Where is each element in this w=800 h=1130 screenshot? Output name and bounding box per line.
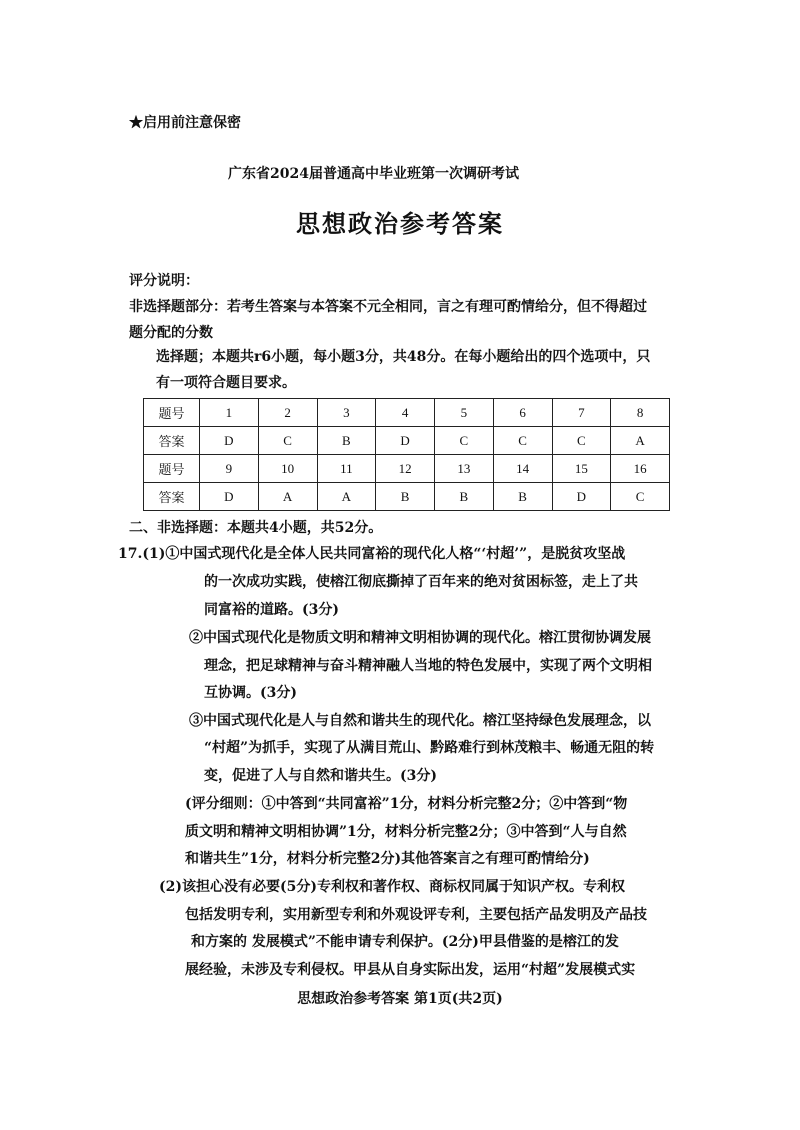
table-cell: C bbox=[611, 483, 670, 511]
table-cell: C bbox=[552, 427, 611, 455]
table-cell: C bbox=[493, 427, 552, 455]
table-cell: B bbox=[376, 483, 435, 511]
row-label: 题号 bbox=[144, 399, 200, 427]
table-cell: 13 bbox=[435, 455, 494, 483]
row-label: 答案 bbox=[144, 427, 200, 455]
table-cell: 4 bbox=[376, 399, 435, 427]
answer-line: ③中国式现代化是人与自然和谐共生的现代化。榕江坚持绿色发展理念，以 bbox=[189, 713, 651, 729]
table-cell: C bbox=[258, 427, 317, 455]
table-cell: 8 bbox=[611, 399, 670, 427]
answer-line: 理念，把足球精神与奋斗精神融人当地的特色发展中，实现了两个文明相 bbox=[204, 658, 652, 674]
table-cell: A bbox=[317, 483, 376, 511]
table-cell: D bbox=[200, 483, 259, 511]
table-cell: 3 bbox=[317, 399, 376, 427]
table-cell: B bbox=[317, 427, 376, 455]
table-cell: A bbox=[611, 427, 670, 455]
table-cell: 11 bbox=[317, 455, 376, 483]
scoring-rule-line: 和谐共生”1分，材料分析完整2分)其他答案言之有理可酌情给分) bbox=[185, 851, 590, 867]
answer-line: 的一次成功实践，使榕江彻底撕掉了百年来的绝对贫困标签，走上了共 bbox=[204, 574, 638, 590]
page-footer: 思想政治参考答案 第1页(共2页) bbox=[297, 991, 503, 1007]
answer-line: 和方案的 发展模式”不能申请专利保护。(2分)甲县借鉴的是榕江的发 bbox=[191, 934, 619, 950]
answer-line: 展经验，未涉及专利侵权。甲县从自身实际出发，运用“村超”发展模式实 bbox=[185, 962, 636, 978]
table-cell: A bbox=[258, 483, 317, 511]
scoring-note-line: 非选择题部分：若考生答案与本答案不元全相同，言之有理可酌情给分，但不得超过 bbox=[129, 299, 647, 315]
table-cell: 6 bbox=[493, 399, 552, 427]
scoring-rule-line: 质文明和精神文明相协调”1分，材料分析完整2分；③中答到“人与自然 bbox=[185, 824, 627, 840]
table-cell: 9 bbox=[200, 455, 259, 483]
table-cell: 5 bbox=[435, 399, 494, 427]
scoring-note-heading: 评分说明： bbox=[129, 273, 199, 289]
choice-intro-line: 选择题；本题共r6小题，每小题3分，共48分。在每小题给出的四个选项中，只 bbox=[156, 349, 651, 365]
page-title: 思想政治参考答案 bbox=[296, 209, 504, 238]
table-cell: 14 bbox=[493, 455, 552, 483]
table-cell: 1 bbox=[200, 399, 259, 427]
table-cell: D bbox=[376, 427, 435, 455]
exam-name: 广东省2024届普通高中毕业班第一次调研考试 bbox=[228, 166, 519, 182]
scoring-rule-line: (评分细则：①中答到“共同富裕”1分，材料分析完整2分；②中答到“物 bbox=[185, 796, 628, 812]
table-cell: 10 bbox=[258, 455, 317, 483]
table-cell: D bbox=[552, 483, 611, 511]
answer-line: 包括发明专利，实用新型专利和外观设评专利，主要包括产品发明及产品技 bbox=[185, 907, 647, 923]
table-row bbox=[144, 427, 670, 455]
table-row bbox=[144, 483, 670, 511]
row-label: 答案 bbox=[144, 483, 200, 511]
answer-line: 同富裕的道路。(3分) bbox=[204, 602, 339, 618]
section-heading: 二、非选择题：本题共4小题，共52分。 bbox=[129, 520, 383, 536]
table-cell: 15 bbox=[552, 455, 611, 483]
answer-line: (2)该担心没有必要(5分)专利权和著作权、商标权同属于知识产权。专利权 bbox=[159, 879, 625, 895]
answer-line: 变，促进了人与自然和谐共生。(3分) bbox=[204, 768, 437, 784]
answer-table bbox=[143, 398, 670, 511]
table-cell: 2 bbox=[258, 399, 317, 427]
table-cell: 16 bbox=[611, 455, 670, 483]
table-row bbox=[144, 399, 670, 427]
table-cell: B bbox=[493, 483, 552, 511]
table-cell: 7 bbox=[552, 399, 611, 427]
row-label: 题号 bbox=[144, 455, 200, 483]
confidential-mark: ★启用前注意保密 bbox=[129, 115, 241, 131]
scoring-note-line: 题分配的分数 bbox=[129, 325, 213, 341]
answer-line: ②中国式现代化是物质文明和精神文明相协调的现代化。榕江贯彻协调发展 bbox=[189, 630, 651, 646]
table-cell: C bbox=[435, 427, 494, 455]
table-cell: 12 bbox=[376, 455, 435, 483]
table-row bbox=[144, 455, 670, 483]
answer-line: 17.(1)①中国式现代化是全体人民共同富裕的现代化人格“‘村超’”，是脱贫攻坚战 bbox=[118, 546, 626, 562]
table-cell: D bbox=[200, 427, 259, 455]
table-cell: B bbox=[435, 483, 494, 511]
answer-line: 互协调。(3分) bbox=[204, 685, 297, 701]
choice-intro-line: 有一项符合题目要求。 bbox=[156, 375, 296, 391]
answer-line: “村超”为抓手，实现了从满目荒山、黔路难行到林茂粮丰、畅通无阻的转 bbox=[204, 740, 655, 756]
